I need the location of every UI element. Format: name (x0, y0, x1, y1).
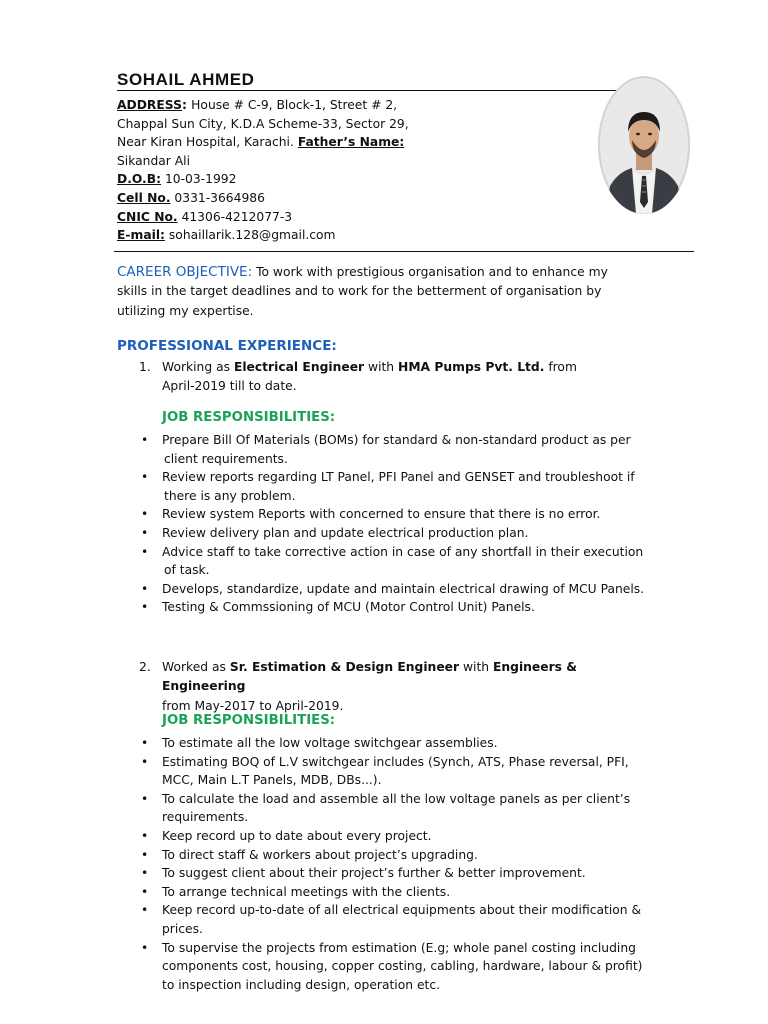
list-item (139, 598, 647, 617)
address-label: ADDRESS (117, 98, 182, 112)
job-1-company: HMA Pumps Pvt. Ltd. (398, 360, 545, 374)
duty-line: • Review system Reports with concerned to ensure that there is no error. (162, 507, 601, 522)
address-line-3: Near Kiran Hospital, Karachi. Father’s Name: (117, 135, 405, 150)
candidate-name: SOHAIL AHMED (117, 70, 255, 89)
father-label: Father’s Name: (297, 135, 405, 150)
contact-block (117, 96, 409, 245)
duty-line: • Estimating BOQ of L.V switchgear includes (Synch, ATS, Phase reversal, PFI, (162, 754, 629, 769)
list-item (139, 505, 647, 524)
cnic-line: CNIC No. 41306-4212077-3 (117, 209, 293, 224)
list-item (139, 827, 655, 846)
list-item (139, 846, 655, 865)
header-divider (114, 251, 694, 252)
duty-line: prices. (162, 921, 203, 936)
objective-line-1: CAREER OBJECTIVE: To work with prestigious organisation and to enhance my (117, 264, 608, 280)
duty-line: to inspection including design, operation etc. (162, 977, 440, 992)
email-label: E-mail: (117, 228, 165, 243)
dob-line: D.O.B: 10-03-1992 (117, 172, 237, 187)
job-1-number: 1. (139, 360, 151, 374)
address-line-2: Chappal Sun City, K.D.A Scheme-33, Sector 29, (117, 116, 409, 131)
email-value: sohaillarik.128@gmail.com (168, 228, 336, 243)
list-item (139, 864, 655, 883)
duty-line: • To estimate all the low voltage switchgear assemblies. (162, 736, 498, 750)
duty-line: • To supervise the projects from estimation (E.g; whole panel costing including (162, 940, 636, 955)
job-2-summary: Worked as Sr. Estimation & Design Engineer with Engineers & Engineering from May-2017 to April-2019. (162, 658, 662, 716)
cell-label: Cell No. (117, 190, 171, 205)
duty-line: • To arrange technical meetings with the clients. (162, 884, 451, 899)
list-item (139, 524, 647, 543)
job-2-company: Engineers & Engineering (162, 660, 577, 694)
email-line (117, 226, 409, 245)
duty-line: • Review reports regarding LT Panel, PFI Panel and GENSET and troubleshoot if (162, 470, 635, 485)
experience-heading: PROFESSIONAL EXPERIENCE: (117, 338, 337, 354)
list-item (139, 468, 647, 505)
portrait-illustration (598, 76, 690, 214)
duty-line: • Testing & Commssioning of MCU (Motor Control Unit) Panels. (162, 600, 535, 615)
duty-line: • To suggest client about their project’s further & better improvement. (162, 866, 586, 881)
objective-heading: CAREER OBJECTIVE (117, 264, 248, 280)
list-item (139, 734, 655, 753)
duty-line: • Develops, standardize, update and maintain electrical drawing of MCU Panels. (162, 581, 645, 596)
profile-photo (598, 76, 690, 214)
career-objective (117, 263, 657, 321)
duty-line: components cost, housing, copper costing, cabling, hardware, labour & profit) (162, 959, 643, 974)
duty-line: requirements. (162, 810, 249, 825)
list-item (139, 580, 647, 599)
address-line-1: ADDRESS: House # C-9, Block-1, Street # 2, (117, 98, 398, 112)
list-item (139, 790, 655, 827)
cnic-label: CNIC No. (117, 209, 178, 224)
job-2-duties (139, 734, 655, 994)
name-underline (117, 90, 618, 91)
list-item (139, 901, 655, 938)
duty-line: • Review delivery plan and update electrical production plan. (162, 525, 529, 540)
objective-line-2: skills in the target deadlines and to work for the betterment of organisation by (117, 284, 602, 299)
duty-line: MCC, Main L.T Panels, MDB, DBs...). (162, 773, 382, 788)
list-item (139, 939, 655, 995)
job-1-period: April-2019 till to date. (162, 379, 297, 394)
duty-line: • To calculate the load and assemble all the low voltage panels as per client’s (162, 791, 631, 806)
duty-line: • Keep record up-to-date of all electrical equipments about their modification & (162, 903, 642, 918)
job-1-resp-heading: JOB RESPONSIBILITIES: (162, 410, 336, 425)
job-1-title: Electrical Engineer (233, 360, 365, 374)
job-2-number: 2. (139, 660, 151, 674)
job-2-title: Sr. Estimation & Design Engineer (229, 660, 460, 674)
job-2-period: from May-2017 to April-2019. (162, 698, 344, 713)
job-1-summary: Working as Electrical Engineer with HMA Pumps Pvt. Ltd. from April-2019 till to date. (162, 358, 642, 397)
duty-line: • Prepare Bill Of Materials (BOMs) for standard & non-standard product as per (162, 433, 631, 447)
objective-line-3: utilizing my expertise. (117, 303, 254, 318)
dob-label: D.O.B: (117, 172, 162, 187)
list-item (139, 753, 655, 790)
job-1-duties (139, 431, 647, 617)
duty-line: • Keep record up to date about every project. (162, 828, 432, 843)
duty-line: • To direct staff & workers about project’s upgrading. (162, 847, 478, 862)
duty-line: of task. (164, 563, 210, 578)
list-item (139, 543, 647, 580)
job-2-resp-heading: JOB RESPONSIBILITIES: (162, 713, 336, 728)
list-item (139, 431, 647, 468)
list-item (139, 883, 655, 902)
father-name: Sikandar Ali (117, 153, 191, 168)
cell-line: Cell No. 0331-3664986 (117, 190, 265, 205)
duty-line: client requirements. (164, 451, 288, 466)
duty-line: • Advice staff to take corrective action in case of any shortfall in their execution (162, 544, 644, 559)
duty-line: there is any problem. (164, 488, 296, 503)
